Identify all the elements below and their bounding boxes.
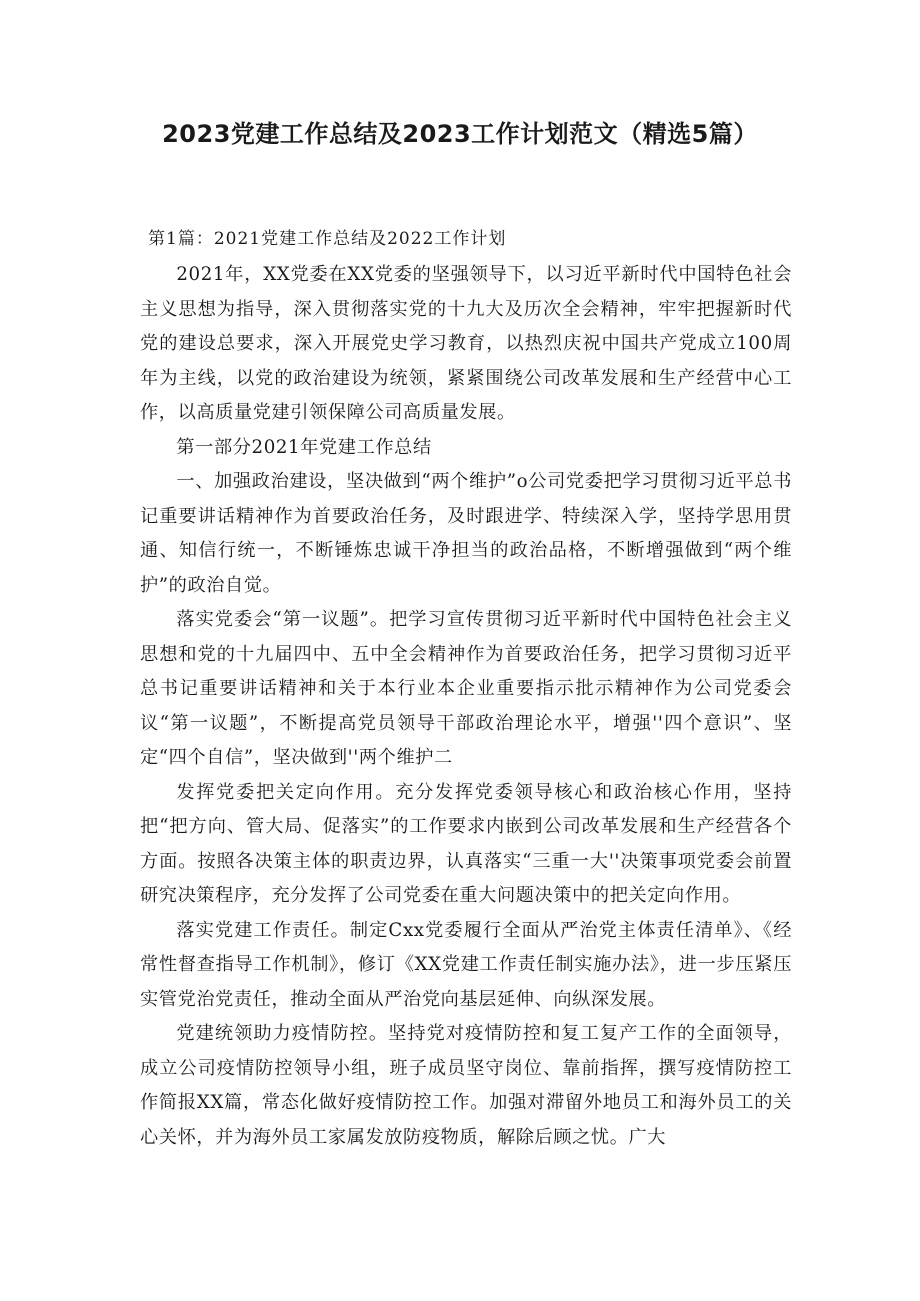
paragraph-political-building: 一、加强政治建设，坚决做到“两个维护”o公司党委把学习贯彻习近平总书记重要讲话精神作为首要政治任务，及时跟进学、特续深入学，坚持学思用贯通、知信行统一，不断锤炼忠诚干净担当的政治品格，不断增强做到“两个维护”的政治自觉。 [140,471,792,596]
paragraph-party-direction: 发挥党委把关定向作用。充分发挥党委领导核心和政治核心作用，坚持把“把方向、管大局、促落实”的工作要求内嵌到公司改革发展和生产经营各个方面。按照各决策主体的职责边界，认真落实“三重一大''决策事项党委会前置研究决策程序，充分发挥了公司党委在重大问题决策中的把关定向作用。 [140,781,792,906]
paragraph-responsibility: 落实党建工作责任。制定Cxx党委履行全面从严治党主体责任清单》、《经常性督查指导工作机制》，修订《XX党建工作责任制实施办法》，进一步压紧压实管党治党责任，推动全面从严治党向基层延伸、向纵深发展。 [140,919,792,1010]
document-title: 2023党建工作总结及2023工作计划范文（精选5篇） [162,120,758,148]
paragraph-first-agenda: 落实党委会“第一议题”。把学习宣传贯彻习近平新时代中国特色社会主义思想和党的十九届四中、五中全会精神作为首要政治任务，把学习贯彻习近平总书记重要讲话精神和关于本行业本企业重要指示批示精神作为公司党委会议“第一议题”，不断提高党员领导干部政治理论水平，增强''四个意识”、坚定“四个自信”，坚决做到''两个维护二 [140,609,792,768]
paragraph-epidemic-control: 党建统领助力疫情防控。坚持党对疫情防控和复工复产工作的全面领导，成立公司疫情防控领导小组，班子成员坚守岗位、靠前指挥，撰写疫情防控工作简报XX篇，常态化做好疫情防控工作。加强对滞留外地员工和海外员工的关心关怀，并为海外员工家属发放防疫物质，解除后顾之忧。广大 [140,1023,792,1148]
document-body [140,258,792,1155]
part-heading: 第一部分2021年党建工作总结 [176,436,432,458]
section-heading: 第1篇：2021党建工作总结及2022工作计划 [148,229,507,249]
paragraph-intro: 2021年，XX党委在XX党委的坚强领导下，以习近平新时代中国特色社会主义思想为指导，深入贯彻落实党的十九大及历次全会精神，牢牢把握新时代党的建设总要求，深入开展党史学习教育，以热烈庆祝中国共产党成立100周年为主线，以党的政治建设为统领，紧紧围绕公司改革发展和生产经营中心工作，以高质量党建引领保障公司高质量发展。 [140,264,792,423]
